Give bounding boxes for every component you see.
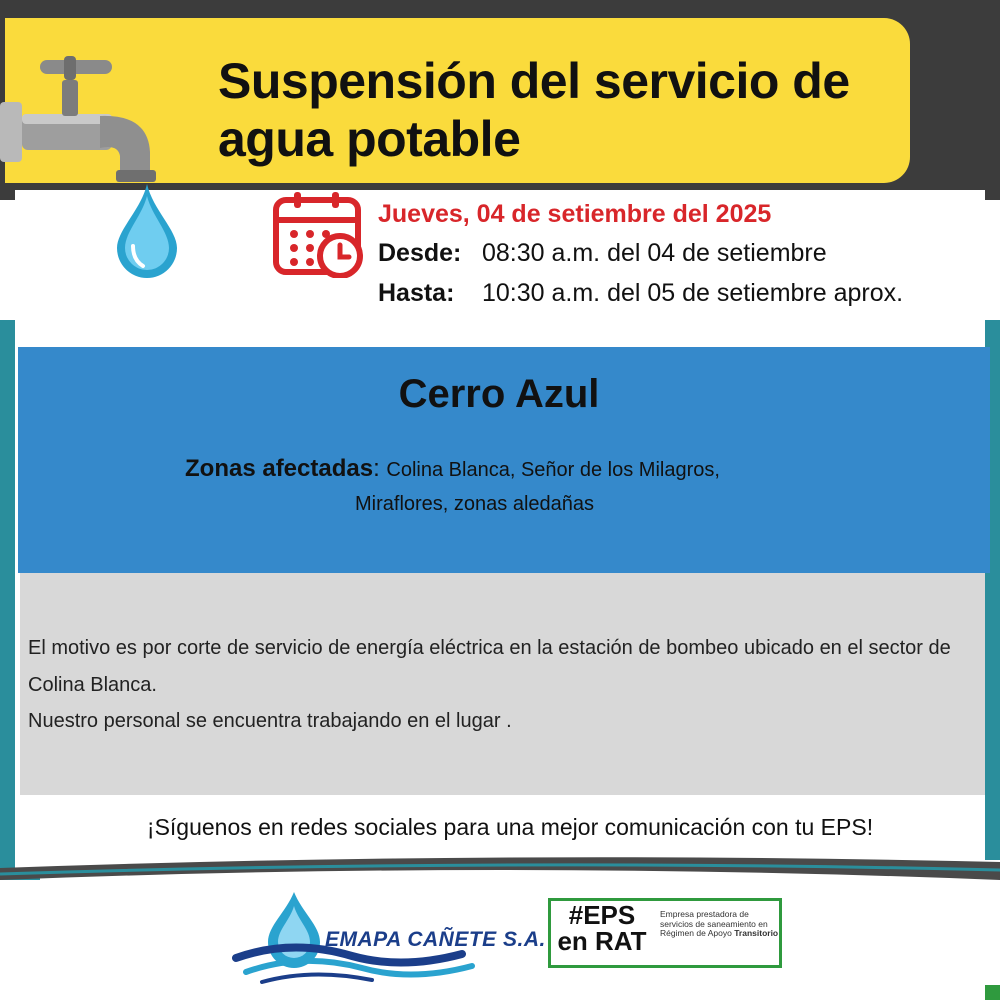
location-title: Cerro Azul: [398, 372, 600, 416]
from-label: Desde:: [378, 239, 462, 267]
to-label: Hasta:: [378, 279, 455, 307]
eps-desc-strong: Transitorio: [734, 928, 779, 938]
schedule-from: [378, 239, 827, 268]
emapa-logo-text: EMAPA CAÑETE S.A.: [325, 928, 546, 951]
swoosh-divider: [0, 850, 1000, 890]
green-corner-accent: [985, 985, 1000, 1000]
zones-line-2: Miraflores, zonas aledañas: [355, 493, 595, 515]
faucet-icon: [0, 52, 175, 182]
eps-rat-description: [660, 910, 780, 939]
eps-desc-text: Empresa prestadora de servicios de saneamiento en Régimen de Apoyo: [660, 909, 768, 938]
schedule-to: [378, 279, 903, 308]
zones-colon: :: [373, 455, 387, 482]
page-title: Suspensión del servicio de agua potable: [218, 53, 850, 167]
schedule-date: Jueves, 04 de setiembre del 2025: [378, 200, 772, 228]
eps-rat-title: #EPS en RAT: [557, 900, 647, 956]
affected-zones: [185, 452, 845, 521]
water-drop-icon: [113, 180, 181, 280]
zones-label: Zonas afectadas: [185, 455, 374, 482]
from-value: 08:30 a.m. del 04 de setiembre: [482, 239, 827, 267]
staff-text: Nuestro personal se encuentra trabajando en el lugar .: [28, 710, 512, 732]
follow-message: ¡Síguenos en redes sociales para una mejor comunicación con tu EPS!: [146, 814, 874, 840]
reason-text: El motivo es por corte de servicio de energía eléctrica en la estación de bombeo ubicado en el sector de Colina Blanca.: [28, 637, 951, 696]
calendar-clock-icon: [272, 190, 364, 278]
to-value: 10:30 a.m. del 05 de setiembre aprox.: [482, 279, 904, 307]
zones-line-1: Colina Blanca, Señor de los Milagros,: [386, 459, 720, 481]
